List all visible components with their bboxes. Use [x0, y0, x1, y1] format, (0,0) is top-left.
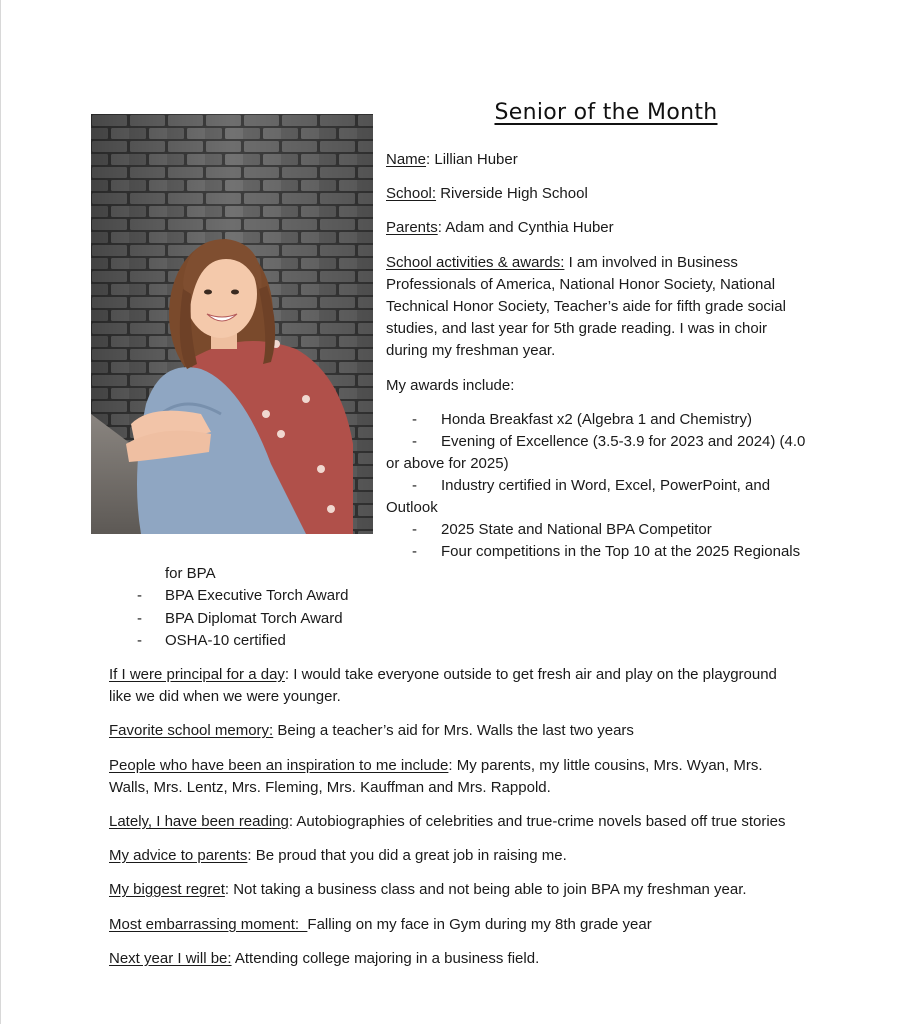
bullet-dash: - — [137, 632, 142, 649]
list-item-continuation: for BPA — [165, 565, 216, 582]
page-edge — [0, 0, 1, 1024]
school-field — [386, 183, 588, 205]
qa-label: If I were principal for a day — [109, 666, 285, 683]
student-photo-illustration — [91, 114, 373, 534]
qa-label: Favorite school memory: — [109, 722, 274, 739]
qa-reading: Lately, I have been reading: Autobiographies of celebrities and true-crime novels based off true stories — [109, 813, 786, 830]
activities-line: School activities & awards: I am involved in Business — [386, 254, 738, 271]
activities-line: Professionals of America, National Honor Society, National — [386, 276, 776, 293]
awards-intro: My awards include: — [386, 377, 515, 394]
qa-advice: My advice to parents: Be proud that you did a great job in raising me. — [109, 847, 567, 864]
parents-field — [386, 217, 614, 239]
bullet-dash: - — [412, 477, 417, 494]
activities-line: during my freshman year. — [386, 342, 556, 359]
name-label: Name — [386, 151, 427, 168]
name-value: : Lillian Huber — [426, 151, 518, 168]
activities-label: School activities & awards: — [386, 254, 565, 271]
bullet-dash: - — [412, 521, 417, 538]
qa-embarrassing: Most embarrassing moment: Falling on my face in Gym during my 8th grade year — [109, 916, 652, 933]
bullet-dash: - — [137, 587, 142, 604]
list-item-continuation: Outlook — [386, 499, 438, 516]
qa-label: Lately, I have been reading — [109, 813, 289, 830]
qa-label: Next year I will be: — [109, 950, 232, 967]
school-value: Riverside High School — [436, 185, 588, 202]
qa-memory: Favorite school memory: Being a teacher’s aid for Mrs. Walls the last two years — [109, 722, 634, 739]
activities-line: Technical Honor Society, Teacher’s aide for fifth grade social — [386, 298, 786, 315]
parents-label: Parents — [386, 219, 438, 236]
qa-next-year: Next year I will be: Attending college majoring in a business field. — [109, 950, 540, 967]
qa-principal: If I were principal for a day: I would take everyone outside to get fresh air and play on the playground — [109, 666, 777, 683]
school-label: School: — [386, 185, 437, 202]
bullet-dash: - — [412, 411, 417, 428]
bullet-dash: - — [412, 433, 417, 450]
qa-principal-continuation: like we did when we were younger. — [109, 688, 341, 705]
list-item-continuation: or above for 2025) — [386, 455, 509, 472]
qa-regret: My biggest regret: Not taking a business class and not being able to join BPA my freshman year. — [109, 881, 747, 898]
bullet-dash: - — [137, 610, 142, 627]
student-photo — [91, 114, 373, 534]
qa-inspiration-continuation: Walls, Mrs. Lentz, Mrs. Fleming, Mrs. Kauffman and Mrs. Rappold. — [109, 779, 551, 796]
parents-value: : Adam and Cynthia Huber — [437, 219, 614, 236]
qa-inspiration: People who have been an inspiration to me include: My parents, my little cousins, Mrs. Wyan, Mrs. — [109, 757, 763, 774]
bullet-dash: - — [412, 543, 417, 560]
qa-label: Most embarrassing moment: — [109, 916, 308, 933]
activities-line: studies, and last year for 5th grade reading. I was in choir — [386, 320, 768, 337]
qa-label: My biggest regret — [109, 881, 225, 898]
name-field — [386, 149, 518, 171]
qa-label: My advice to parents — [109, 847, 248, 864]
qa-label: People who have been an inspiration to me include — [109, 757, 449, 774]
page-title: Senior of the Month — [494, 100, 718, 125]
